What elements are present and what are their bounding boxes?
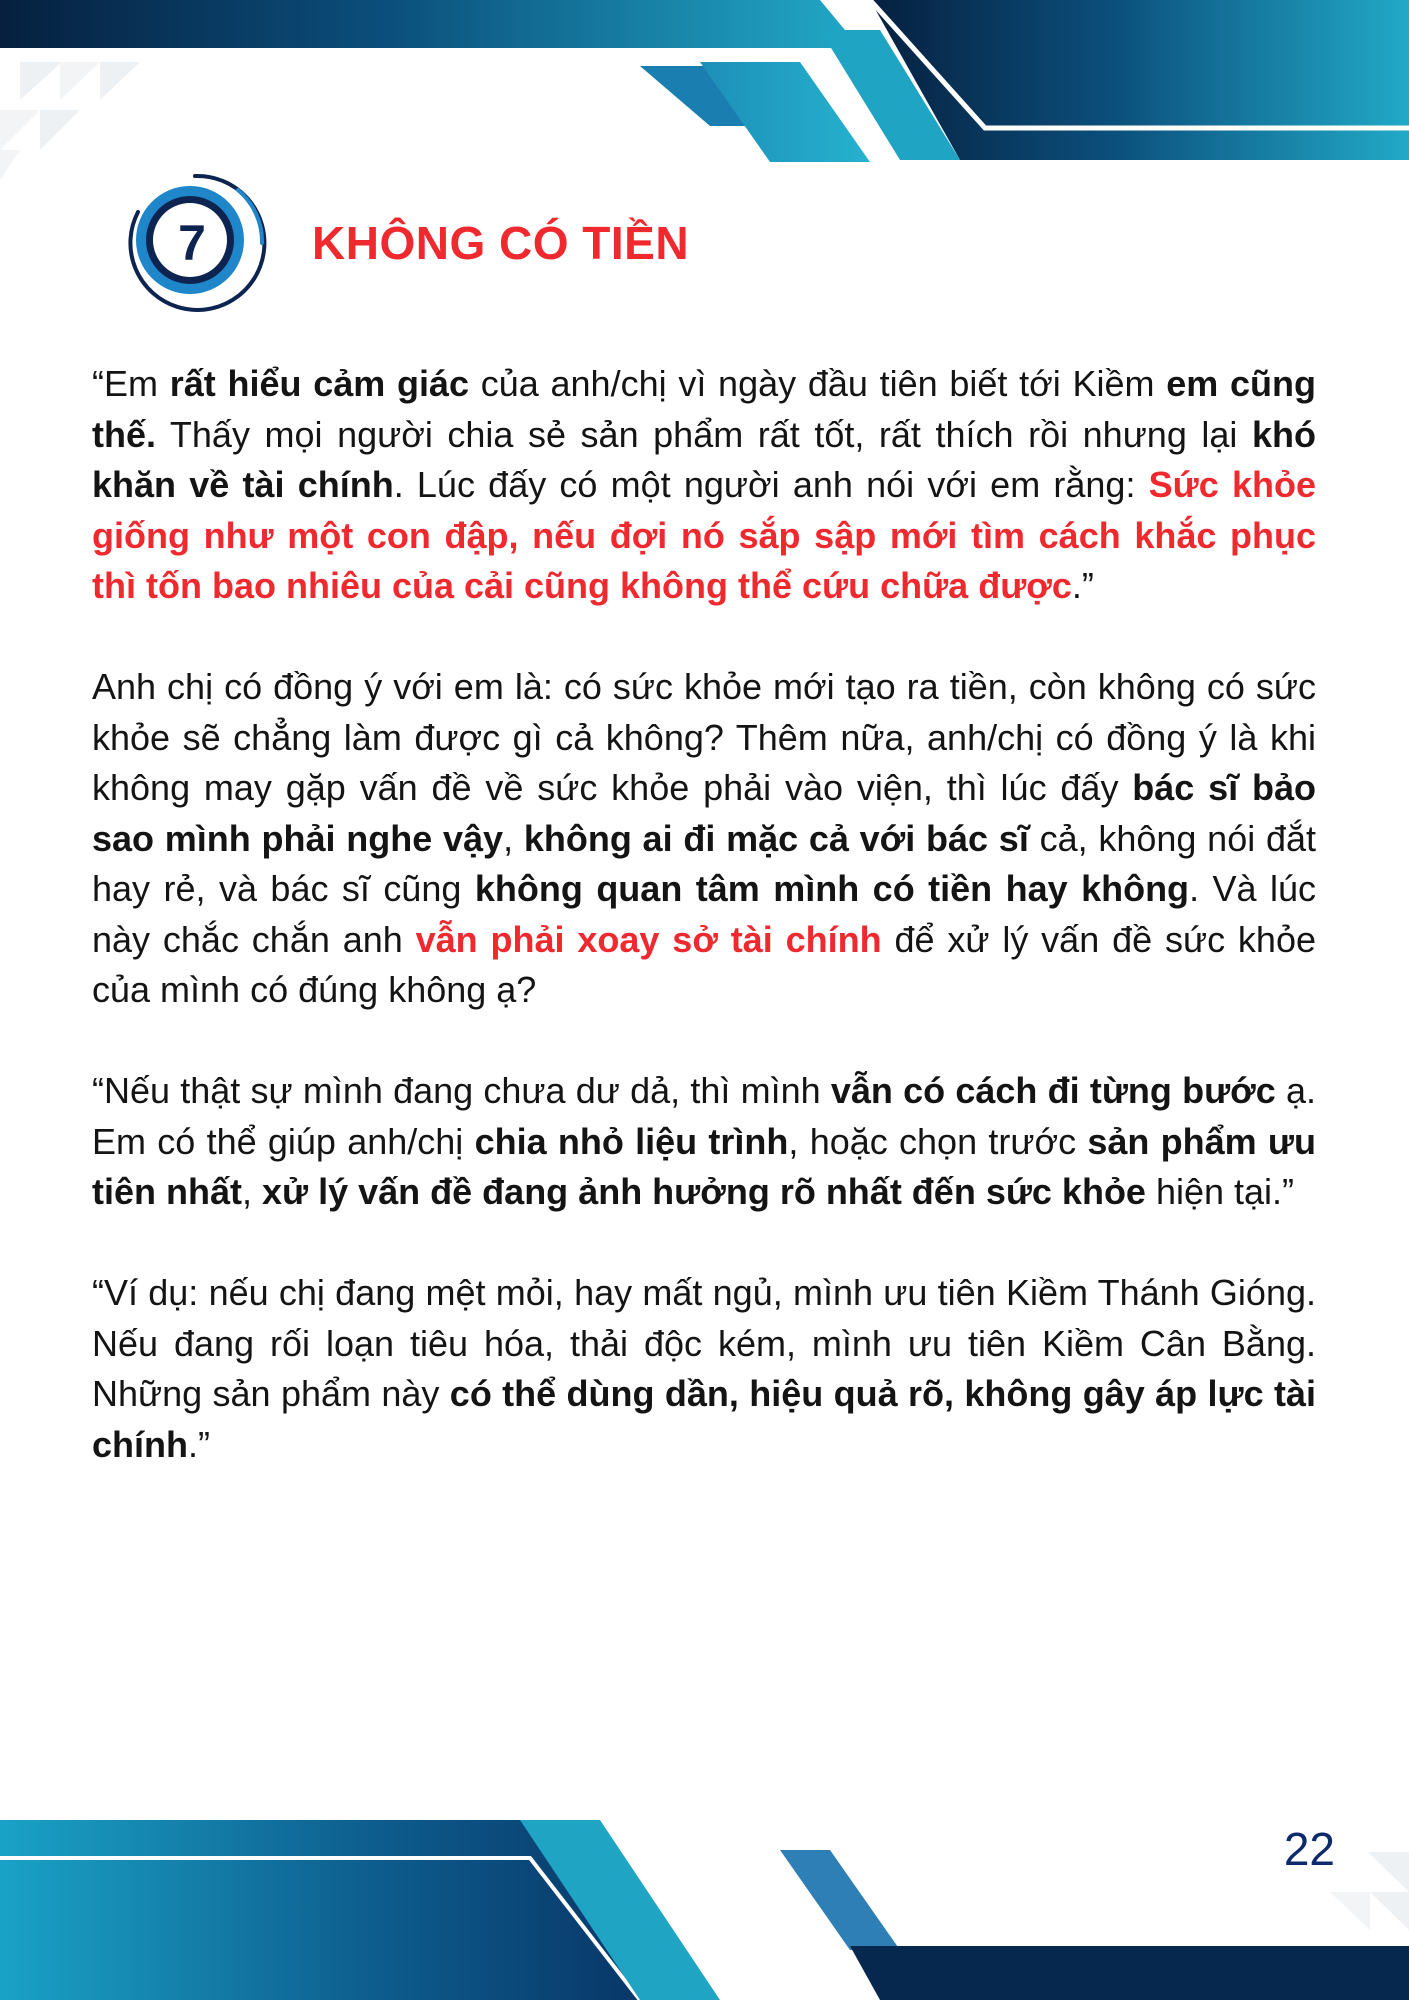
paragraph-4	[92, 1268, 1316, 1470]
page-number: 22	[1283, 1823, 1335, 1875]
text-run: của anh/chị vì ngày đầu tiên biết tới Kiềm	[469, 363, 1167, 404]
section-title: KHÔNG CÓ TIỀN	[312, 217, 690, 269]
bold-phrase: xử lý vấn đề đang ảnh hưởng rõ nhất đến sức khỏe	[262, 1171, 1146, 1212]
bold-phrase: sản phẩm ưu tiên nhất	[92, 1120, 1316, 1212]
paragraph-3	[92, 1066, 1316, 1218]
bold-phrase: em cũng thế.	[92, 363, 1316, 455]
highlight-phrase: Sức khỏe giống như một con đập, nếu đợi nó sắp sập mới tìm cách khắc phục thì tốn bao nhiêu của cải cũng không thể cứu chữa được	[92, 464, 1316, 606]
bold-phrase: không ai đi mặc cả với bác sĩ	[523, 817, 1029, 859]
text-run: . Lúc đấy có một người anh nói với em rằng:	[393, 464, 1149, 505]
bold-phrase: khó khăn về tài chính	[92, 413, 1316, 505]
text-run: .”	[1071, 565, 1094, 606]
highlight-phrase: vẫn phải xoay sở tài chính	[415, 918, 882, 960]
section-heading	[120, 168, 689, 318]
text-run: Thấy mọi người chia sẻ sản phẩm rất tốt, rất thích rồi nhưng lại	[156, 413, 1252, 455]
bottom-banner-shape	[0, 1820, 1409, 2000]
text-run: cả, không nói đắt hay rẻ, và bác sĩ cũng	[92, 817, 1317, 909]
section-number: 7	[178, 215, 206, 271]
text-run: .”	[188, 1423, 210, 1465]
bold-phrase: có thể dùng dần, hiệu quả rõ, không gây áp lực tài chính	[92, 1373, 1317, 1465]
section-number-badge	[120, 168, 270, 318]
bold-phrase: chia nhỏ liệu trình	[474, 1120, 789, 1162]
text-run: “Nếu thật sự mình đang chưa dư dả, thì mình	[92, 1070, 831, 1111]
body-text	[92, 359, 1316, 1521]
bold-phrase: rất hiểu cảm giác	[169, 363, 470, 404]
text-run: ,	[242, 1171, 263, 1212]
bold-phrase: vẫn có cách đi từng bước	[830, 1070, 1276, 1111]
text-run: để xử lý vấn đề sức khỏe của mình có đúng không ạ?	[92, 918, 1316, 1010]
text-run: “Em	[92, 363, 170, 404]
bold-phrase: bác sĩ bảo sao mình phải nghe vậy	[92, 767, 1316, 859]
bold-phrase: không quan tâm mình có tiền hay không	[474, 868, 1190, 909]
paragraph-2	[92, 662, 1316, 1016]
text-run: . Và lúc này chắc chắn anh	[92, 868, 1317, 960]
text-run: hiện tại.”	[1145, 1171, 1295, 1212]
text-run: ,	[503, 817, 524, 859]
text-run: ạ. Em có thể giúp anh/chị	[92, 1070, 1317, 1162]
text-run: , hoặc chọn trước	[788, 1120, 1088, 1162]
paragraph-1	[92, 359, 1316, 612]
text-run: Anh chị có đồng ý với em là: có sức khỏe mới tạo ra tiền, còn không có sức khỏe sẽ chẳng làm được gì cả không? Thêm nữa, anh/chị có đồng ý là khi không may gặp vấn đề về sức khỏe phải vào viện, thì lúc đấy	[92, 666, 1316, 808]
text-run: “Ví dụ: nếu chị đang mệt mỏi, hay mất ngủ, mình ưu tiên Kiềm Thánh Gióng. Nếu đang rối loạn tiêu hóa, thải độc kém, mình ưu tiên Kiềm Cân Bằng. Những sản phẩm này	[92, 1272, 1316, 1414]
top-banner-shape	[0, 0, 1409, 180]
